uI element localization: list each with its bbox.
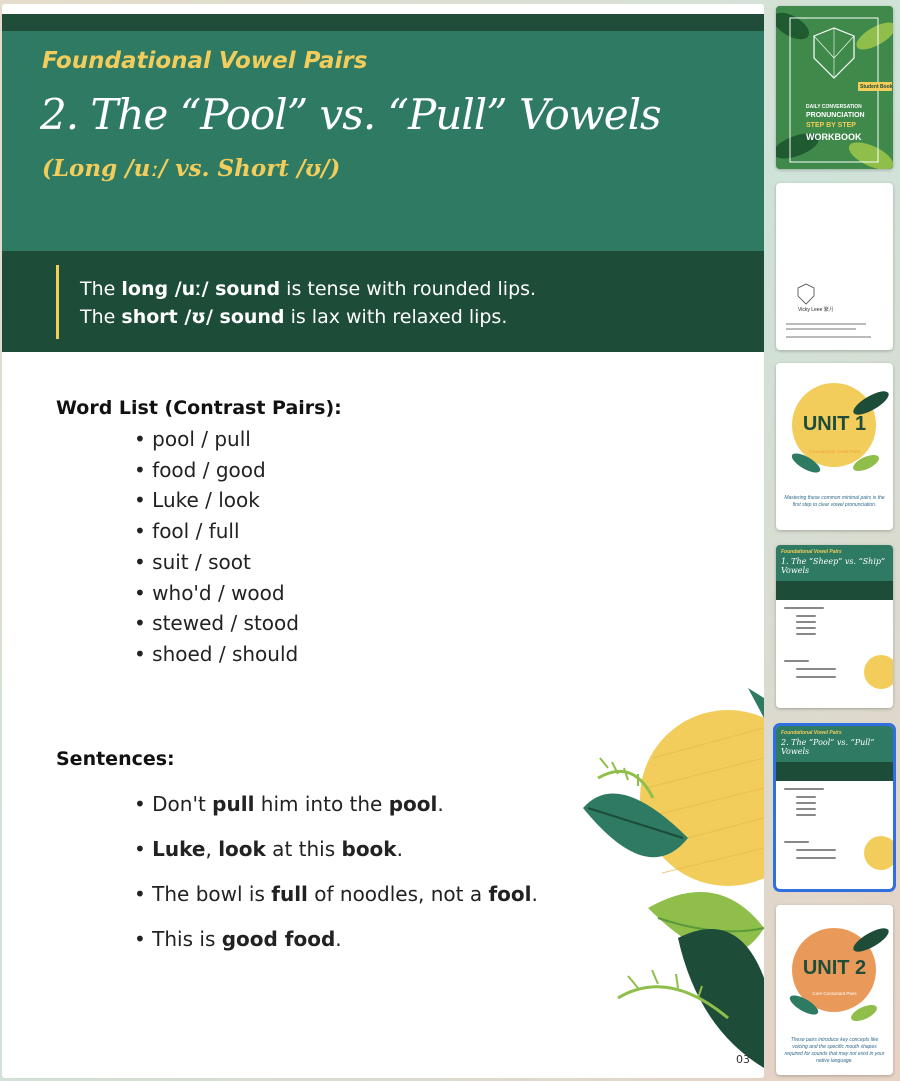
word-pair-item: • fool / full — [134, 516, 299, 547]
lesson2-title: 2. The “Pool” vs. “Pull” Vowels — [781, 738, 875, 756]
word-list-title: Word List (Contrast Pairs): — [56, 397, 342, 419]
sentence-text: This is — [152, 927, 222, 951]
sentence-list — [134, 782, 538, 962]
sentence-text: . — [437, 792, 444, 816]
callout-accent-bar — [56, 265, 59, 339]
lesson2-text-line — [784, 788, 824, 790]
top-band — [2, 14, 764, 31]
thumbnail-unit-1[interactable] — [776, 363, 893, 530]
sentence-bold-word: fool — [488, 882, 532, 906]
sentence-text: . — [531, 882, 538, 906]
unit1-label: UNIT 1 — [802, 413, 867, 435]
sentence-text: at this — [265, 837, 342, 861]
word-pair-item: • stewed / stood — [134, 608, 299, 639]
word-list — [134, 424, 299, 670]
thumbnail-lesson-2-active[interactable] — [776, 726, 893, 889]
lesson2-text-line — [796, 857, 836, 859]
lesson2-text-line — [796, 802, 816, 804]
sentence-text: The bowl is — [152, 882, 272, 906]
lesson1-text-line — [784, 660, 809, 662]
unit2-caption: These pairs introduce key concepts like voicing and the specific mouth shapes required for sounds that may not exist in your native language. — [784, 1037, 885, 1064]
sentence-bold-word: good food — [221, 927, 336, 951]
lesson1-text-line — [796, 633, 816, 635]
workbook-page — [2, 4, 764, 1078]
sentence-item — [134, 872, 538, 917]
thumbnail-unit-2[interactable] — [776, 905, 893, 1075]
sentence-text: him into the — [254, 792, 389, 816]
lesson1-mini-callout — [776, 581, 893, 600]
lesson1-text-line — [796, 668, 836, 670]
lesson2-text-line — [784, 841, 809, 843]
cover-line-2: PRONUNCIATION — [806, 112, 865, 119]
sentence-bold-word: pool — [388, 792, 438, 816]
unit1-sub: Foundational Vowel Pairs — [809, 449, 860, 454]
lesson1-text-line — [796, 627, 816, 629]
rule-callout — [2, 251, 764, 352]
lesson1-sun-art — [864, 655, 893, 689]
cover-line-4: WORKBOOK — [806, 132, 862, 142]
page-subtitle: (Long /uː/ vs. Short /ʊ/) — [42, 155, 341, 182]
sentence-item — [134, 782, 538, 827]
sentence-text: , — [205, 837, 219, 861]
word-pair-item: • who'd / wood — [134, 578, 299, 609]
copyright-heart-logo — [776, 183, 893, 350]
cover-line-3: STEP BY STEP — [806, 122, 856, 129]
sentence-text: Don't — [152, 792, 213, 816]
sentence-text: . — [396, 837, 403, 861]
word-pair-item: • pool / pull — [134, 424, 299, 455]
unit2-sub: Core Consonant Pairs — [812, 991, 857, 996]
lesson1-text-line — [796, 615, 816, 617]
lesson2-sun-art — [864, 836, 893, 870]
thumbnail-copyright[interactable] — [776, 183, 893, 350]
thumbnail-cover[interactable] — [776, 6, 893, 169]
lesson2-text-line — [796, 814, 816, 816]
word-pair-item: • Luke / look — [134, 485, 299, 516]
sentences-title: Sentences: — [56, 748, 175, 770]
page-number: 03 — [736, 1053, 750, 1066]
sentence-bold-word: pull — [212, 792, 255, 816]
sentence-bold-word: Luke — [152, 837, 206, 861]
word-pair-item: • suit / soot — [134, 547, 299, 578]
cover-badge: Student Book — [860, 84, 893, 90]
unit1-caption: Mastering these common minimal pairs is the first step to clear vowel pronunciation. — [784, 495, 885, 508]
lesson1-text-line — [796, 676, 836, 678]
cover-line-1: DAILY CONVERSATION — [806, 104, 862, 110]
lesson1-kicker: Foundational Vowel Pairs — [781, 549, 842, 555]
lesson2-text-line — [796, 796, 816, 798]
copyright-author: Vicky Leee 繁月 — [798, 307, 834, 313]
thumbnail-lesson-1[interactable] — [776, 545, 893, 708]
word-pair-item: • shoed / should — [134, 639, 299, 670]
sentence-bold-word: look — [218, 837, 266, 861]
tropical-leaves-illustration — [578, 688, 764, 1078]
page-title: 2. The “Pool” vs. “Pull” Vowels — [40, 90, 661, 139]
lesson2-text-line — [796, 849, 836, 851]
sentence-item — [134, 917, 538, 962]
sentence-text: of noodles, not a — [307, 882, 489, 906]
lesson1-title: 1. The “Sheep” vs. “Ship” Vowels — [781, 557, 886, 575]
lesson1-text-line — [796, 621, 816, 623]
sentence-item — [134, 827, 538, 872]
callout-line-1: The long /uː/ sound is tense with rounded lips. — [80, 278, 537, 300]
lesson1-text-line — [784, 607, 824, 609]
callout-line-2: The short /ʊ/ sound is lax with relaxed lips. — [80, 306, 508, 328]
sentence-bold-word: book — [341, 837, 397, 861]
lesson2-text-line — [796, 808, 816, 810]
unit-kicker: Foundational Vowel Pairs — [42, 48, 368, 74]
callout-text — [80, 275, 536, 331]
sentence-bold-word: full — [271, 882, 308, 906]
lesson2-mini-callout — [776, 762, 893, 781]
unit2-label: UNIT 2 — [802, 957, 867, 979]
page-thumbnail-panel[interactable] — [766, 0, 900, 1081]
word-pair-item: • food / good — [134, 455, 299, 486]
sentence-text: . — [335, 927, 342, 951]
lesson2-kicker: Foundational Vowel Pairs — [781, 730, 842, 736]
